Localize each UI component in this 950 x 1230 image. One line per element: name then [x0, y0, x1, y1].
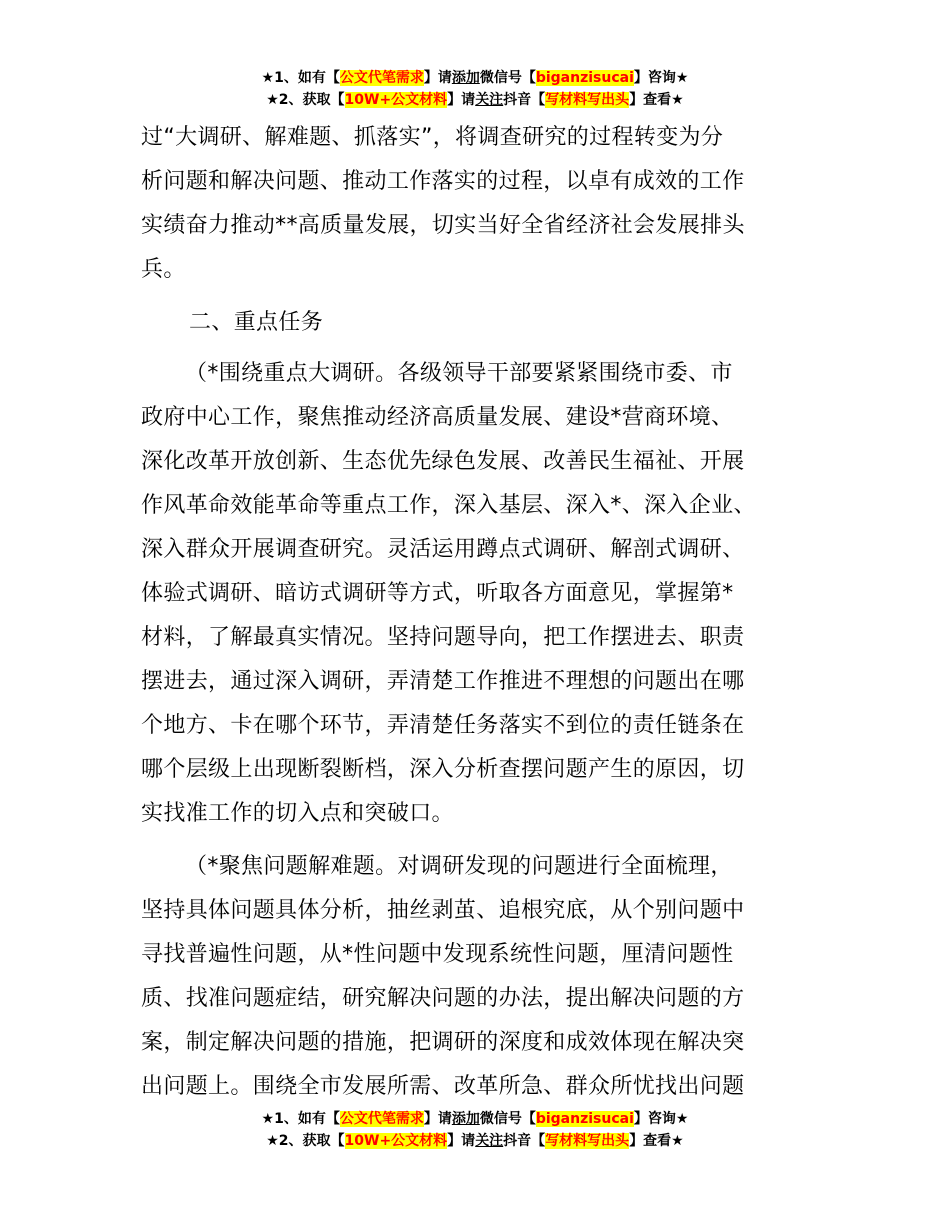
text-line: 兵。	[141, 257, 186, 282]
section-heading: 二、重点任务	[189, 310, 324, 335]
text-line: 质、找准问题症结，研究解决问题的办法，提出解决问题的方	[141, 986, 745, 1011]
banner-highlight: 写材料写出头	[545, 92, 630, 108]
document-body	[141, 116, 816, 1109]
text-line: 案，制定解决问题的措施，把调研的深度和成效体现在解决突	[141, 1030, 745, 1055]
text-line: 深化改革开放创新、生态优先绿色发展、改善民生福祉、开展	[141, 449, 745, 474]
text-line: 过“大调研、解难题、抓落实”，将调查研究的过程转变为分	[141, 125, 724, 150]
banner-line-2	[0, 89, 950, 111]
text-line: 体验式调研、暗访式调研等方式，听取各方面意见，掌握第*	[141, 581, 734, 606]
text-line: 个地方、卡在哪个环节，弄清楚任务落实不到位的责任链条在	[141, 713, 745, 738]
text-line: （*聚焦问题解难题。对调研发现的问题进行全面梳理，	[185, 854, 733, 879]
text-line: 深入群众开展调查研究。灵活运用蹲点式调研、解剖式调研、	[141, 537, 745, 562]
banner-underlined-text: 添加	[451, 70, 480, 86]
text-line: 出问题上。围绕全市发展所需、改革所急、群众所忧找出问题	[141, 1074, 745, 1099]
banner-text: 】咨询★	[633, 70, 689, 86]
text-line: 作风革命效能革命等重点工作，深入基层、深入*、深入企业、	[141, 493, 756, 518]
text-line: 摆进去，通过深入调研，弄清楚工作推进不理想的问题出在哪	[141, 669, 745, 694]
banner-underlined-text: 关注	[475, 92, 504, 108]
banner-highlight: 10W+公文材料	[344, 1133, 448, 1149]
banner-underlined-text: 添加	[451, 1111, 480, 1127]
banner-text: 】请	[447, 92, 476, 108]
banner-text: 微信号【	[479, 1111, 536, 1127]
top-banner	[0, 67, 950, 111]
banner-underlined-text: 关注	[475, 1133, 504, 1149]
text-line: （*围绕重点大调研。各级领导干部要紧紧围绕市委、市	[185, 361, 733, 386]
text-line: 析问题和解决问题、推动工作落实的过程，以卓有成效的工作	[141, 169, 745, 194]
banner-text: ★2、获取【	[266, 1133, 345, 1149]
text-line: 坚持具体问题具体分析，抽丝剥茧、追根究底，从个别问题中	[141, 898, 745, 923]
banner-text: 】请	[447, 1133, 476, 1149]
banner-text: 】查看★	[629, 1133, 684, 1149]
banner-text: 】查看★	[629, 92, 684, 108]
banner-highlight: 写材料写出头	[545, 1133, 630, 1149]
bottom-banner	[0, 1108, 950, 1152]
banner-text: 抖音【	[503, 92, 546, 108]
banner-text: 】请	[423, 70, 452, 86]
banner-highlight: 公文代笔需求	[339, 1111, 424, 1127]
banner-text: 】请	[423, 1111, 452, 1127]
paragraph-focus-research	[141, 352, 816, 836]
banner-highlight: 10W+公文材料	[344, 92, 448, 108]
text-line: 寻找普遍性问题，从*性问题中发现系统性问题，厘清问题性	[141, 942, 734, 967]
text-line: 政府中心工作，聚焦推动经济高质量发展、建设*营商环境、	[141, 405, 734, 430]
banner-highlight: 公文代笔需求	[339, 70, 424, 86]
text-line: 实绩奋力推动**高质量发展，切实当好全省经济社会发展排头	[141, 213, 745, 238]
paragraph-solve-problems	[141, 845, 816, 1109]
intro-paragraph	[141, 116, 816, 292]
banner-line-2	[0, 1130, 950, 1152]
banner-text: ★1、如有【	[261, 70, 340, 86]
banner-highlight: biganzisucai	[535, 70, 634, 86]
banner-text: ★1、如有【	[261, 1111, 340, 1127]
banner-text: 微信号【	[479, 70, 536, 86]
text-line: 材料，了解最真实情况。坚持问题导向，把工作摆进去、职责	[141, 625, 745, 650]
banner-text: 抖音【	[503, 1133, 546, 1149]
banner-text: 】咨询★	[633, 1111, 689, 1127]
text-line: 实找准工作的切入点和突破口。	[141, 801, 454, 826]
banner-line-1	[0, 1108, 950, 1130]
banner-highlight: biganzisucai	[535, 1111, 634, 1127]
banner-line-1	[0, 67, 950, 89]
banner-text: ★2、获取【	[266, 92, 345, 108]
text-line: 哪个层级上出现断裂断档，深入分析查摆问题产生的原因，切	[141, 757, 745, 782]
